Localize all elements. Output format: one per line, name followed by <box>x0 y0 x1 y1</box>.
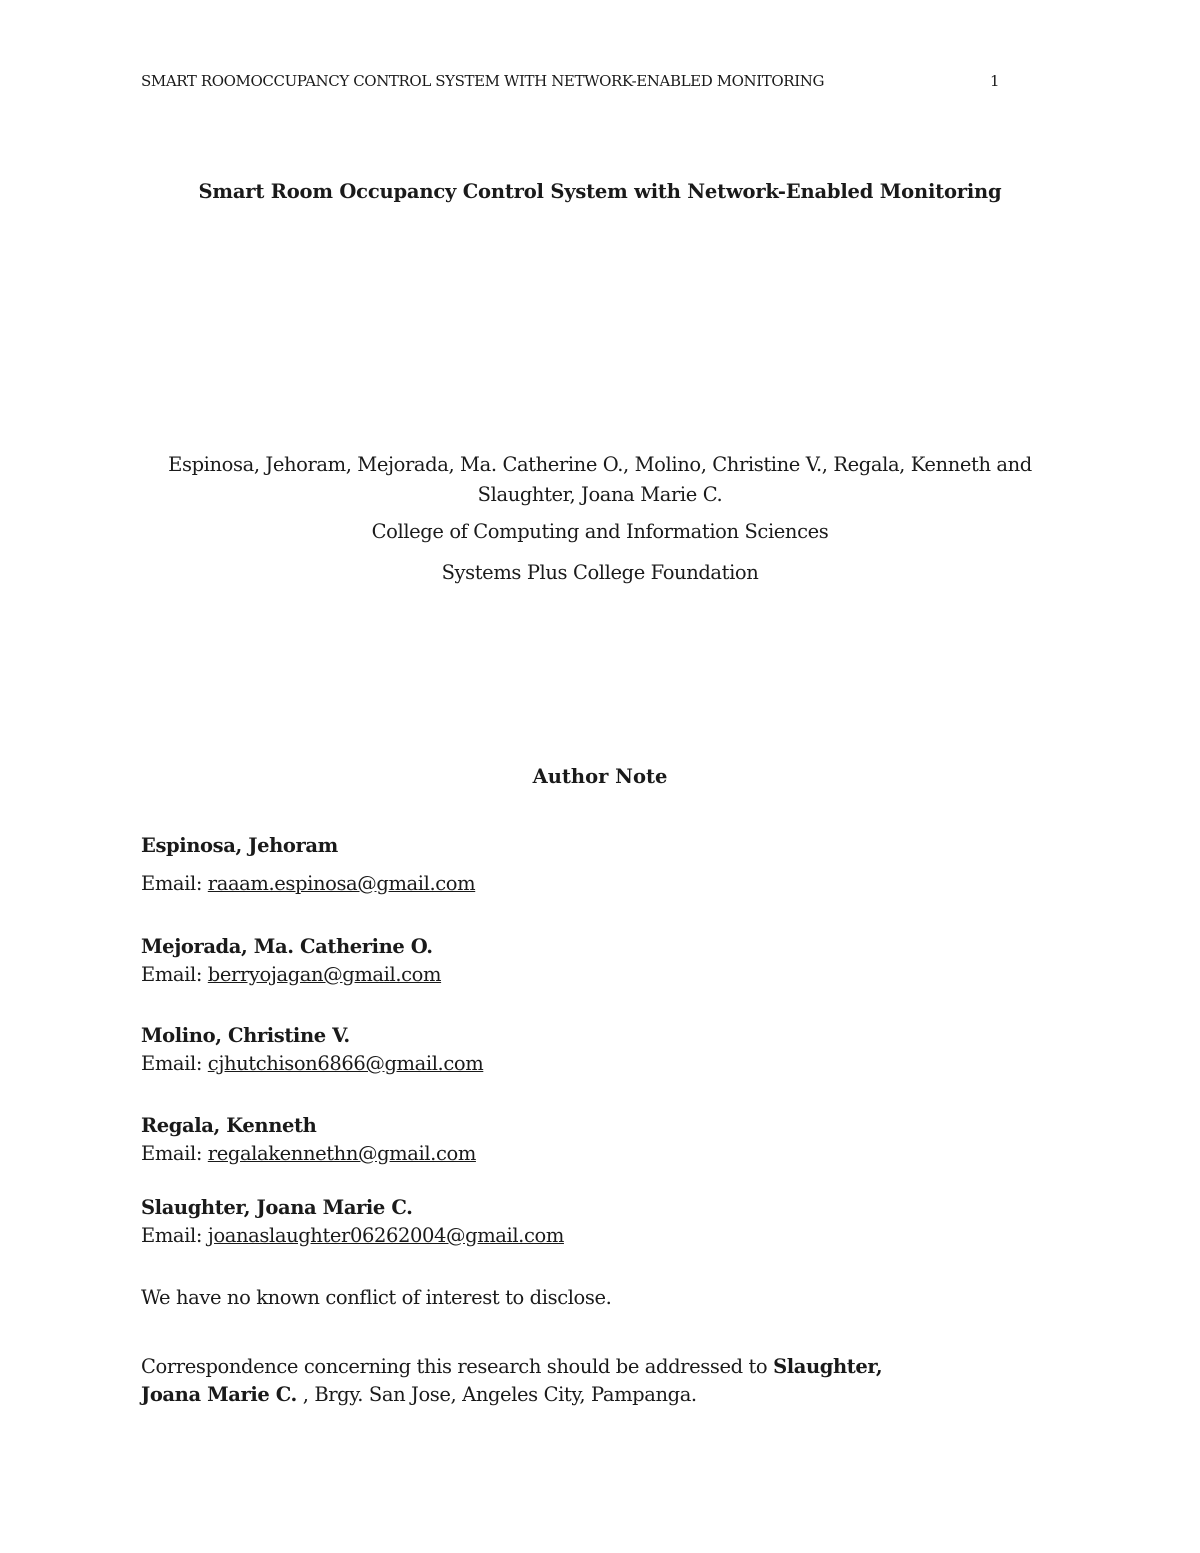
author-list-line-1: Espinosa, Jehoram, Mejorada, Ma. Catherine O., Molino, Christine V., Regala, Kenneth and <box>168 453 1032 476</box>
email-label: Email: <box>141 1052 208 1075</box>
author-name: Espinosa, Jehoram <box>141 834 338 857</box>
author-name: Regala, Kenneth <box>141 1114 317 1137</box>
correspondence-name: Slaughter, Joana Marie C. <box>141 1355 883 1406</box>
paper-title: Smart Room Occupancy Control System with Network-Enabled Monitoring <box>198 180 1002 203</box>
correspondence-statement <box>141 1353 941 1409</box>
author-note-entry <box>141 1112 476 1168</box>
author-email-link[interactable]: cjhutchison6866@gmail.com <box>207 1052 484 1075</box>
author-list <box>150 450 1050 510</box>
author-email-link[interactable]: joanaslaughter06262004@gmail.com <box>207 1224 564 1247</box>
author-email-line <box>141 870 475 898</box>
affiliation-institution: Systems Plus College Foundation <box>441 561 759 584</box>
author-name: Slaughter, Joana Marie C. <box>141 1196 413 1219</box>
author-note-entry <box>141 832 338 860</box>
affiliation-college: College of Computing and Information Sciences <box>371 520 829 543</box>
email-label: Email: <box>141 872 208 895</box>
author-email-link[interactable]: raaam.espinosa@gmail.com <box>207 872 476 895</box>
email-label: Email: <box>141 1142 208 1165</box>
author-email-link[interactable]: regalakennethn@gmail.com <box>207 1142 476 1165</box>
running-head: SMART ROOMOCCUPANCY CONTROL SYSTEM WITH NETWORK-ENABLED MONITORING <box>141 72 825 90</box>
email-label: Email: <box>141 1224 208 1247</box>
author-note-entry <box>141 933 441 989</box>
author-note-heading: Author Note <box>532 765 668 788</box>
email-label: Email: <box>141 963 208 986</box>
correspondence-address: , Brgy. San Jose, Angeles City, Pampanga. <box>296 1383 697 1406</box>
correspondence-prefix: Correspondence concerning this research should be addressed to <box>141 1355 774 1378</box>
author-list-line-2: Slaughter, Joana Marie C. <box>477 483 723 506</box>
author-note-entry <box>141 1194 564 1250</box>
page-number: 1 <box>990 72 1000 90</box>
author-name: Mejorada, Ma. Catherine O. <box>141 935 433 958</box>
author-name: Molino, Christine V. <box>141 1024 350 1047</box>
author-note-entry <box>141 1022 483 1078</box>
author-email-link[interactable]: berryojagan@gmail.com <box>207 963 442 986</box>
conflict-statement: We have no known conflict of interest to disclose. <box>141 1286 612 1309</box>
